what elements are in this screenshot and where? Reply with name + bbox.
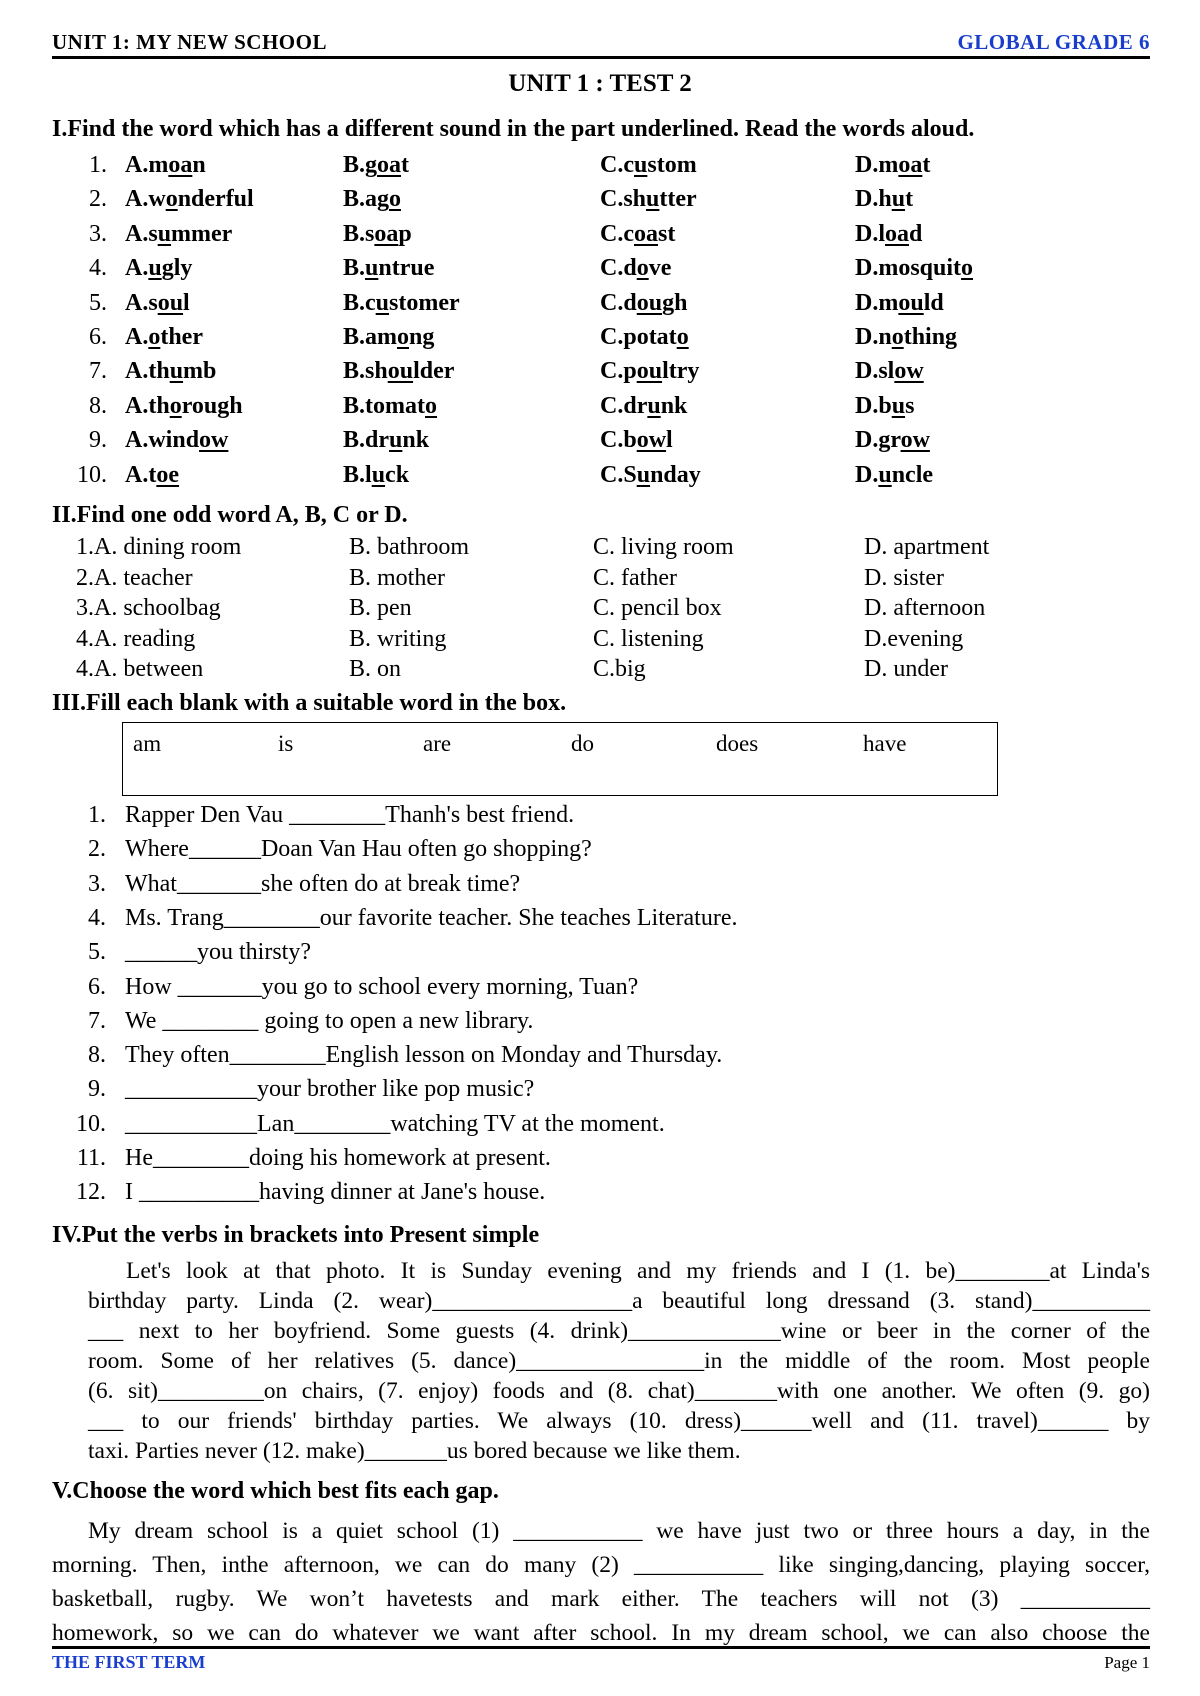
section1-item — [0, 393, 1200, 425]
option-d: D. under — [864, 656, 948, 682]
word-part: c — [623, 152, 634, 178]
word-part: c — [623, 220, 634, 247]
option-letter: C. — [600, 186, 624, 213]
item-number: 2. — [89, 186, 107, 213]
item-text: Where______Doan Van Hau often go shopping? — [125, 836, 592, 863]
option-a: 1.A. dining room — [76, 534, 242, 560]
word-part: S — [623, 461, 637, 488]
word-part: ld — [923, 289, 944, 316]
underlined-part: o — [676, 324, 689, 350]
option-letter: D. — [855, 427, 879, 454]
word-part: l — [365, 461, 372, 488]
option-c: C. listening — [593, 625, 704, 652]
option-letter: A. — [125, 324, 149, 350]
item-text: He________doing his homework at present. — [125, 1145, 551, 1171]
word-part: rough — [181, 392, 243, 419]
underlined-part: ou — [636, 289, 663, 316]
underlined-part: ow — [199, 427, 229, 454]
underlined-part: oa — [898, 152, 923, 178]
underlined-part: u — [878, 461, 892, 488]
underlined-part: oa — [377, 152, 402, 178]
section1-item — [0, 186, 1200, 218]
word-part: ck — [385, 461, 410, 488]
box-word: are — [423, 731, 452, 756]
option-letter: C. — [600, 289, 624, 316]
word-part: g — [365, 152, 378, 178]
word-part: gh — [662, 289, 688, 316]
word-part: b — [878, 392, 892, 419]
option-c — [600, 462, 701, 489]
section1-item — [0, 462, 1200, 494]
option-b: B. on — [349, 656, 402, 682]
underlined-part: o — [165, 186, 178, 213]
page-number: Page 1 — [1104, 1653, 1150, 1672]
word-part: n — [878, 324, 892, 350]
word-part: sh — [365, 358, 388, 385]
option-c — [600, 186, 697, 213]
word-part: m — [878, 152, 899, 178]
term-label: THE FIRST TERM — [52, 1652, 206, 1672]
item-number: 6. — [89, 324, 107, 350]
word-part: th — [148, 392, 170, 419]
option-d — [855, 462, 933, 489]
item-number: 3. — [88, 870, 106, 897]
word-part: dr — [365, 427, 390, 454]
word-part: mmer — [171, 220, 233, 247]
underlined-part: o — [389, 186, 402, 213]
option-d — [855, 324, 957, 351]
underlined-part: u — [148, 255, 162, 282]
option-letter: B. — [343, 324, 366, 350]
option-d: D. apartment — [864, 534, 990, 560]
unit-label: UNIT 1: MY NEW SCHOOL — [52, 30, 327, 54]
paragraph-line: homework, so we can do whatever we want after school. In my dream school, we can also choose the — [52, 1620, 1150, 1646]
section5-title: V.Choose the word which best fits each gap. — [52, 1478, 499, 1504]
option-d — [855, 393, 914, 420]
option-letter: D. — [855, 152, 879, 178]
item-number: 7. — [88, 1007, 106, 1034]
word-part: ag — [365, 186, 390, 213]
section2-item — [0, 565, 1200, 595]
option-letter: C. — [600, 358, 624, 385]
option-letter: B. — [343, 289, 366, 316]
item-text: ___________your brother like pop music? — [125, 1076, 535, 1103]
option-d — [855, 186, 913, 213]
word-part: d — [909, 220, 923, 247]
word-part: s — [148, 289, 158, 316]
underlined-part: u — [891, 392, 906, 419]
word-part: mb — [183, 358, 217, 385]
section2-item — [0, 595, 1200, 625]
underlined-part: u — [371, 461, 386, 488]
section2-item — [0, 656, 1200, 686]
word-part: wind — [148, 427, 200, 454]
option-b: B. writing — [349, 625, 447, 652]
page-header — [52, 30, 1150, 56]
word-part: p — [398, 220, 412, 247]
paragraph-line: taxi. Parties never (12. make)_______us bored because we like them. — [88, 1438, 741, 1464]
item-number: 9. — [88, 1076, 106, 1103]
option-c: C. living room — [593, 534, 734, 560]
underlined-part: u — [647, 392, 661, 419]
section3-title: III.Fill each blank with a suitable word in the box. — [52, 690, 567, 716]
word-part: stom — [647, 152, 697, 178]
paragraph-line: My dream school is a quiet school (1) ___________ we have just two or three hours a day, in the — [88, 1518, 1150, 1544]
item-number: 10. — [76, 1110, 106, 1137]
underlined-part: ow — [894, 358, 924, 385]
option-b — [343, 462, 409, 489]
underlined-part: o — [397, 324, 410, 350]
option-a — [125, 255, 192, 282]
option-a — [125, 221, 232, 248]
section5-paragraph — [52, 1514, 1150, 1650]
section1-item — [0, 358, 1200, 390]
option-a: 2.A. teacher — [76, 564, 193, 591]
option-d: D. afternoon — [864, 595, 986, 621]
item-number: 11. — [76, 1145, 106, 1171]
option-b — [343, 427, 429, 454]
option-b: B. bathroom — [349, 534, 469, 560]
word-part: lder — [413, 358, 455, 385]
word-part: am — [365, 324, 398, 350]
paragraph-line: morning. Then, inthe afternoon, we can do many (2) ___________ like singing,dancing, playing soccer, — [52, 1552, 1150, 1578]
word-part: gr — [878, 427, 901, 454]
underlined-part: u — [389, 427, 403, 454]
paragraph-line: (6. sit)_________on chairs, (7. enjoy) foods and (8. chat)_______with one another. We often (9. go) — [88, 1378, 1150, 1404]
option-letter: D. — [855, 392, 879, 419]
item-text: What_______she often do at break time? — [125, 870, 521, 897]
word-part: ncle — [891, 461, 934, 488]
underlined-part: ou — [387, 358, 414, 385]
option-c — [600, 255, 671, 282]
item-number: 8. — [89, 392, 107, 419]
section2-item — [0, 626, 1200, 656]
section2-item — [0, 534, 1200, 564]
option-a — [125, 393, 243, 420]
option-letter: C. — [600, 427, 624, 454]
option-a: 4.A. between — [76, 656, 204, 682]
option-d — [855, 221, 922, 248]
underlined-part: o — [891, 324, 904, 350]
option-letter: A. — [125, 392, 149, 419]
word-part: d — [623, 289, 637, 316]
word-part: m — [148, 152, 169, 178]
word-part: c — [365, 289, 376, 316]
word-part: t — [148, 461, 157, 488]
option-letter: D. — [855, 186, 879, 213]
option-letter: B. — [343, 392, 366, 419]
word-part: ltry — [662, 358, 700, 385]
option-b — [343, 393, 437, 420]
option-d — [855, 255, 973, 282]
item-number: 5. — [88, 939, 106, 966]
word-part: l — [878, 220, 886, 247]
option-d — [855, 358, 924, 385]
word-part: ntrue — [378, 255, 435, 282]
item-number: 12. — [76, 1179, 106, 1206]
option-a — [125, 358, 216, 385]
option-a — [125, 152, 206, 179]
word-part: l — [183, 289, 190, 316]
section1-item — [0, 255, 1200, 287]
word-part: s — [148, 220, 158, 247]
word-part: stomer — [389, 289, 460, 316]
option-b — [343, 186, 401, 213]
option-letter: C. — [600, 461, 624, 488]
option-letter: C. — [600, 324, 624, 350]
item-text: ______you thirsty? — [125, 939, 311, 966]
option-letter: A. — [125, 358, 149, 385]
option-letter: D. — [855, 324, 879, 350]
option-b — [343, 255, 434, 282]
option-d: D.evening — [864, 625, 964, 652]
item-text: ___________Lan________watching TV at the moment. — [125, 1110, 665, 1137]
word-part: thing — [903, 324, 958, 350]
word-part: gly — [161, 255, 193, 282]
item-text: I __________having dinner at Jane's house. — [125, 1179, 546, 1206]
item-number: 7. — [89, 358, 107, 385]
option-c — [600, 290, 687, 317]
underlined-part: u — [169, 358, 184, 385]
paragraph-line: room. Some of her relatives (5. dance)________________in the middle of the room. Most people — [88, 1348, 1150, 1374]
section1-item — [0, 324, 1200, 356]
option-letter: D. — [855, 358, 879, 385]
option-letter: D. — [855, 461, 879, 488]
word-part: ng — [409, 324, 435, 350]
word-part: t — [905, 186, 914, 213]
item-number: 10. — [77, 461, 107, 488]
word-part: nday — [650, 461, 701, 488]
option-letter: D. — [855, 220, 879, 247]
header-divider — [52, 56, 1150, 59]
section1-title: I.Find the word which has a different sound in the part underlined. Read the words aloud. — [52, 116, 975, 142]
option-d: D. sister — [864, 564, 944, 591]
word-part: t — [401, 152, 410, 178]
section1-item — [0, 221, 1200, 253]
word-part: d — [623, 255, 637, 282]
item-number: 4. — [88, 904, 106, 931]
option-c — [600, 324, 689, 351]
option-letter: B. — [343, 427, 366, 454]
option-letter: A. — [125, 152, 149, 178]
option-c — [600, 221, 675, 248]
paragraph-line: Let's look at that photo. It is Sunday evening and my friends and I (1. be)________at Linda's — [126, 1258, 1150, 1284]
word-box — [122, 722, 998, 796]
option-letter: B. — [343, 358, 366, 385]
option-letter: A. — [125, 289, 149, 316]
option-letter: B. — [343, 461, 366, 488]
item-number: 1. — [89, 152, 107, 178]
option-b — [343, 221, 412, 248]
underlined-part: oa — [374, 220, 399, 247]
option-b: B. mother — [349, 564, 445, 591]
option-letter: C. — [600, 392, 624, 419]
option-a — [125, 427, 228, 454]
word-part: b — [623, 427, 637, 454]
option-letter: B. — [343, 220, 366, 247]
underlined-part: ow — [636, 427, 667, 454]
section2-title: II.Find one odd word A, B, C or D. — [52, 502, 408, 528]
item-number: 6. — [88, 973, 106, 1000]
page-footer — [52, 1652, 1150, 1673]
item-number: 8. — [88, 1042, 106, 1069]
underlined-part: u — [157, 220, 172, 247]
item-number: 9. — [89, 427, 107, 454]
test-title: UNIT 1 : TEST 2 — [508, 70, 692, 97]
underlined-part: o — [425, 392, 437, 419]
box-word: have — [863, 731, 907, 756]
section1-item — [0, 290, 1200, 322]
underlined-part: oa — [168, 152, 193, 178]
option-a: 4.A. reading — [76, 625, 196, 652]
paragraph-line: birthday party. Linda (2. wear)_________________a beautiful long dressand (3. stand)__________ — [88, 1288, 1150, 1314]
underlined-part: u — [636, 461, 651, 488]
option-letter: D. — [855, 255, 879, 282]
box-word: do — [571, 731, 594, 756]
underlined-part: ou — [636, 358, 663, 385]
option-a: 3.A. schoolbag — [76, 595, 221, 621]
paragraph-line: ___ to our friends' birthday parties. We always (10. dress)______well and (11. travel)______ by — [88, 1408, 1150, 1434]
option-c — [600, 152, 697, 179]
option-a — [125, 186, 254, 213]
underlined-part: u — [634, 152, 648, 178]
option-letter: D. — [855, 289, 879, 316]
item-number: 3. — [89, 220, 107, 247]
item-text: Ms. Trang________our favorite teacher. She teaches Literature. — [125, 904, 738, 931]
option-letter: C. — [600, 152, 624, 178]
section4-paragraph — [88, 1256, 1150, 1466]
item-number: 1. — [88, 802, 106, 828]
option-letter: A. — [125, 186, 149, 213]
underlined-part: u — [375, 289, 390, 316]
box-word: is — [278, 731, 294, 756]
word-part: nk — [660, 392, 688, 419]
option-letter: A. — [125, 255, 149, 282]
option-d — [855, 290, 944, 317]
underlined-part: o — [636, 255, 649, 282]
item-text: Rapper Den Vau ________Thanh's best friend. — [125, 802, 575, 828]
option-letter: B. — [343, 152, 366, 178]
option-b — [343, 152, 409, 179]
word-part: m — [878, 289, 899, 316]
word-part: h — [878, 186, 892, 213]
underlined-part: ou — [157, 289, 184, 316]
word-part: w — [148, 186, 166, 213]
option-c: C.big — [593, 656, 646, 682]
option-c — [600, 358, 699, 385]
option-a — [125, 290, 190, 317]
option-a — [125, 462, 179, 489]
word-part: potat — [623, 324, 677, 350]
option-letter: C. — [600, 255, 624, 282]
option-letter: C. — [600, 220, 624, 247]
word-part: sh — [623, 186, 647, 213]
item-text: We ________ going to open a new library. — [125, 1007, 534, 1034]
option-a — [125, 324, 203, 351]
underlined-part: ow — [900, 427, 930, 454]
underlined-part: u — [891, 186, 906, 213]
word-part: tter — [659, 186, 697, 213]
underlined-part: oe — [156, 461, 179, 488]
underlined-part: u — [646, 186, 660, 213]
word-part: s — [365, 220, 375, 247]
item-text: How _______you go to school every morning, Tuan? — [125, 973, 639, 1000]
word-part: t — [922, 152, 931, 178]
item-text: They often________English lesson on Monday and Thursday. — [125, 1042, 723, 1069]
word-part: st — [658, 220, 676, 247]
box-word: does — [716, 731, 759, 756]
word-part: th — [148, 358, 170, 385]
item-number: 5. — [89, 289, 107, 316]
paragraph-line: ___ next to her boyfriend. Some guests (4. drink)_____________wine or beer in the corner of the — [88, 1318, 1150, 1344]
option-c: C. father — [593, 564, 677, 591]
underlined-part: u — [365, 255, 379, 282]
option-letter: A. — [125, 461, 149, 488]
footer-divider — [52, 1646, 1150, 1649]
option-d — [855, 152, 930, 179]
option-b — [343, 290, 460, 317]
section4-title: IV.Put the verbs in brackets into Present simple — [52, 1222, 540, 1248]
option-b — [343, 358, 454, 385]
item-number: 4. — [89, 255, 107, 282]
word-part: sl — [878, 358, 895, 385]
option-d — [855, 427, 930, 454]
option-c — [600, 427, 673, 454]
option-letter: B. — [343, 255, 366, 282]
paragraph-line: basketball, rugby. We won’t havetests and mark either. The teachers will not (3) ___________ — [52, 1586, 1150, 1612]
word-part: nk — [402, 427, 430, 454]
item-number: 2. — [88, 836, 106, 863]
underlined-part: oa — [885, 220, 910, 247]
option-letter: A. — [125, 427, 149, 454]
word-part: n — [192, 152, 206, 178]
underlined-part: o — [148, 324, 161, 350]
option-b — [343, 324, 434, 351]
option-b: B. pen — [349, 595, 412, 621]
word-part: l — [666, 427, 673, 454]
word-part: s — [905, 392, 915, 419]
word-part: tomat — [365, 392, 425, 419]
option-letter: B. — [343, 186, 366, 213]
word-part: ve — [648, 255, 672, 282]
section1-item — [0, 427, 1200, 459]
underlined-part: ou — [898, 289, 924, 316]
grade-label: GLOBAL GRADE 6 — [957, 30, 1150, 54]
word-part: ther — [160, 324, 203, 350]
underlined-part: o — [169, 392, 182, 419]
underlined-part: o — [961, 255, 974, 282]
box-word: am — [133, 731, 162, 756]
word-part: mosquit — [878, 255, 962, 282]
word-part: p — [623, 358, 637, 385]
word-part: nderful — [177, 186, 254, 213]
option-c — [600, 393, 687, 420]
section1-item — [0, 152, 1200, 184]
underlined-part: oa — [634, 220, 658, 247]
word-part: dr — [623, 392, 648, 419]
option-c: C. pencil box — [593, 595, 722, 621]
option-letter: A. — [125, 220, 149, 247]
